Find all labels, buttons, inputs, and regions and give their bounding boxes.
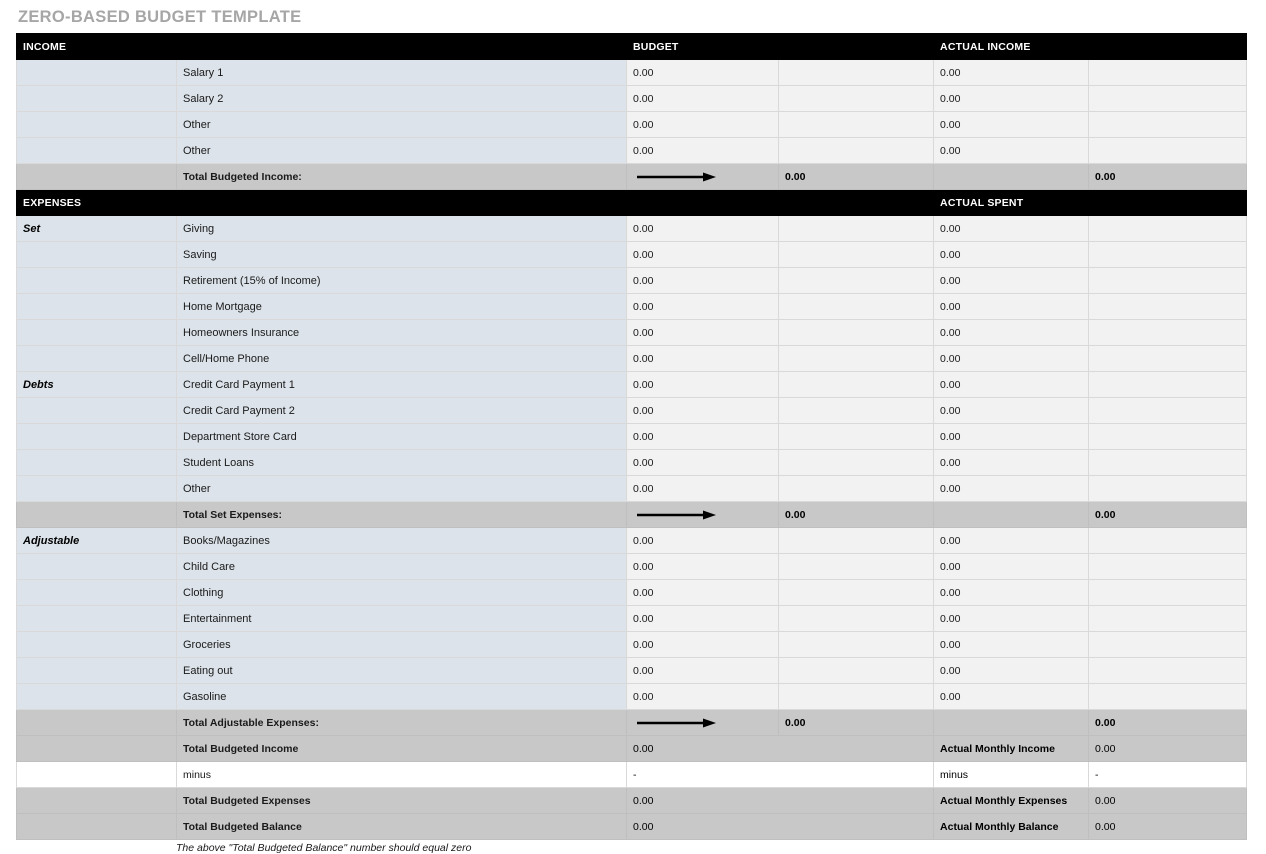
summary-row-budgeted-expenses bbox=[17, 788, 1247, 814]
arrow-cell bbox=[627, 164, 779, 190]
budget-spacer[interactable] bbox=[779, 424, 934, 450]
budget-spacer[interactable] bbox=[779, 242, 934, 268]
table-row bbox=[17, 450, 1247, 476]
actual-spacer[interactable] bbox=[1089, 60, 1247, 86]
actual-spacer[interactable] bbox=[1089, 580, 1247, 606]
actual-value[interactable]: 0.00 bbox=[934, 632, 1089, 658]
actual-spacer[interactable] bbox=[1089, 476, 1247, 502]
category-cell bbox=[17, 554, 177, 580]
total-budget-value: 0.00 bbox=[779, 502, 934, 528]
actual-spacer[interactable] bbox=[1089, 86, 1247, 112]
actual-spacer[interactable] bbox=[1089, 372, 1247, 398]
actual-spacer[interactable] bbox=[1089, 112, 1247, 138]
budget-value[interactable]: 0.00 bbox=[627, 606, 779, 632]
row-label: Child Care bbox=[177, 554, 627, 580]
total-adjustable-expenses-row bbox=[17, 710, 1247, 736]
budget-spacer[interactable] bbox=[779, 450, 934, 476]
row-label: Salary 2 bbox=[177, 86, 627, 112]
actual-value[interactable]: 0.00 bbox=[934, 86, 1089, 112]
category-cell bbox=[17, 346, 177, 372]
budget-spacer[interactable] bbox=[779, 398, 934, 424]
table-row bbox=[17, 320, 1247, 346]
budget-value[interactable]: 0.00 bbox=[627, 346, 779, 372]
budget-spacer[interactable] bbox=[779, 216, 934, 242]
actual-value[interactable]: 0.00 bbox=[934, 242, 1089, 268]
budget-value[interactable]: 0.00 bbox=[627, 554, 779, 580]
table-row bbox=[17, 580, 1247, 606]
total-label: Total Set Expenses: bbox=[177, 502, 627, 528]
summary-right-value: 0.00 bbox=[1089, 736, 1247, 762]
summary-right-label: Actual Monthly Balance bbox=[934, 814, 1089, 840]
budget-spacer[interactable] bbox=[779, 320, 934, 346]
total-actual-value: 0.00 bbox=[1089, 164, 1247, 190]
actual-value[interactable]: 0.00 bbox=[934, 398, 1089, 424]
budget-spacer[interactable] bbox=[779, 268, 934, 294]
table-row bbox=[17, 112, 1247, 138]
actual-value[interactable]: 0.00 bbox=[934, 372, 1089, 398]
budget-spacer[interactable] bbox=[779, 528, 934, 554]
row-label: Gasoline bbox=[177, 684, 627, 710]
table-row bbox=[17, 60, 1247, 86]
row-label: Cell/Home Phone bbox=[177, 346, 627, 372]
category-cell bbox=[17, 320, 177, 346]
actual-spacer[interactable] bbox=[1089, 398, 1247, 424]
summary-left-value: - bbox=[627, 762, 934, 788]
arrow-cell bbox=[627, 502, 779, 528]
actual-value[interactable]: 0.00 bbox=[934, 268, 1089, 294]
summary-left-value: 0.00 bbox=[627, 814, 934, 840]
budget-value[interactable]: 0.00 bbox=[627, 372, 779, 398]
row-label: Clothing bbox=[177, 580, 627, 606]
category-cell bbox=[17, 814, 177, 840]
actual-spacer[interactable] bbox=[1089, 294, 1247, 320]
category-cell bbox=[17, 164, 177, 190]
table-row bbox=[17, 242, 1247, 268]
table-row bbox=[17, 216, 1247, 242]
expenses-header-label: EXPENSES bbox=[17, 190, 934, 216]
category-cell bbox=[17, 60, 177, 86]
summary-row-budgeted-income bbox=[17, 736, 1247, 762]
category-cell bbox=[17, 788, 177, 814]
row-label: Other bbox=[177, 138, 627, 164]
table-row bbox=[17, 424, 1247, 450]
budget-value[interactable]: 0.00 bbox=[627, 658, 779, 684]
category-cell bbox=[17, 294, 177, 320]
row-label: Books/Magazines bbox=[177, 528, 627, 554]
actual-value[interactable]: 0.00 bbox=[934, 346, 1089, 372]
budget-spacer[interactable] bbox=[779, 112, 934, 138]
budget-value[interactable]: 0.00 bbox=[627, 528, 779, 554]
budget-spacer[interactable] bbox=[779, 632, 934, 658]
actual-value[interactable]: 0.00 bbox=[934, 216, 1089, 242]
arrow-right-icon bbox=[633, 718, 772, 728]
budget-value[interactable]: 0.00 bbox=[627, 580, 779, 606]
actual-spacer[interactable] bbox=[1089, 684, 1247, 710]
budget-value[interactable]: 0.00 bbox=[627, 112, 779, 138]
budget-table bbox=[16, 33, 1247, 840]
arrow-right-icon bbox=[633, 510, 772, 520]
budget-value[interactable]: 0.00 bbox=[627, 268, 779, 294]
table-row bbox=[17, 398, 1247, 424]
budget-value[interactable]: 0.00 bbox=[627, 684, 779, 710]
budget-spacer[interactable] bbox=[779, 476, 934, 502]
total-budgeted-income-row bbox=[17, 164, 1247, 190]
actual-spacer[interactable] bbox=[1089, 216, 1247, 242]
row-label: Groceries bbox=[177, 632, 627, 658]
total-label: Total Adjustable Expenses: bbox=[177, 710, 627, 736]
total-budget-value: 0.00 bbox=[779, 710, 934, 736]
actual-spacer[interactable] bbox=[1089, 138, 1247, 164]
row-label: Entertainment bbox=[177, 606, 627, 632]
total-actual-value: 0.00 bbox=[1089, 710, 1247, 736]
category-debts: Debts bbox=[17, 372, 177, 398]
category-cell bbox=[17, 736, 177, 762]
actual-value[interactable]: 0.00 bbox=[934, 294, 1089, 320]
summary-left-label: Total Budgeted Expenses bbox=[177, 788, 627, 814]
budget-header-label: BUDGET bbox=[627, 34, 934, 60]
actual-spacer[interactable] bbox=[1089, 268, 1247, 294]
summary-right-value: 0.00 bbox=[1089, 814, 1247, 840]
budget-value[interactable]: 0.00 bbox=[627, 216, 779, 242]
table-row bbox=[17, 268, 1247, 294]
actual-value[interactable]: 0.00 bbox=[934, 580, 1089, 606]
budget-value[interactable]: 0.00 bbox=[627, 398, 779, 424]
actual-value[interactable]: 0.00 bbox=[934, 112, 1089, 138]
expenses-header-row bbox=[17, 190, 1247, 216]
actual-value[interactable]: 0.00 bbox=[934, 684, 1089, 710]
row-label: Eating out bbox=[177, 658, 627, 684]
summary-right-label: minus bbox=[934, 762, 1089, 788]
summary-left-value: 0.00 bbox=[627, 788, 934, 814]
category-cell bbox=[17, 476, 177, 502]
budget-spacer[interactable] bbox=[779, 580, 934, 606]
actual-spacer[interactable] bbox=[1089, 320, 1247, 346]
page-title: ZERO-BASED BUDGET TEMPLATE bbox=[18, 8, 302, 26]
arrow-right-icon bbox=[633, 172, 772, 182]
budget-spacer[interactable] bbox=[779, 554, 934, 580]
category-cell bbox=[17, 138, 177, 164]
actual-spacer[interactable] bbox=[1089, 424, 1247, 450]
row-label: Saving bbox=[177, 242, 627, 268]
table-row bbox=[17, 554, 1247, 580]
total-actual-value: 0.00 bbox=[1089, 502, 1247, 528]
budget-spacer[interactable] bbox=[779, 684, 934, 710]
actual-spacer[interactable] bbox=[1089, 606, 1247, 632]
actual-value[interactable]: 0.00 bbox=[934, 528, 1089, 554]
table-row bbox=[17, 606, 1247, 632]
category-cell bbox=[17, 424, 177, 450]
budget-spacer[interactable] bbox=[779, 346, 934, 372]
category-cell bbox=[17, 398, 177, 424]
summary-left-value: 0.00 bbox=[627, 736, 934, 762]
arrow-cell bbox=[627, 710, 779, 736]
budget-value[interactable]: 0.00 bbox=[627, 294, 779, 320]
actual-value[interactable]: 0.00 bbox=[934, 658, 1089, 684]
row-label: Credit Card Payment 1 bbox=[177, 372, 627, 398]
income-header-row bbox=[17, 34, 1247, 60]
total-actual-spacer bbox=[934, 710, 1089, 736]
budget-spacer[interactable] bbox=[779, 294, 934, 320]
category-cell bbox=[17, 762, 177, 788]
actual-value[interactable]: 0.00 bbox=[934, 606, 1089, 632]
actual-spacer[interactable] bbox=[1089, 658, 1247, 684]
budget-spacer[interactable] bbox=[779, 606, 934, 632]
budget-value[interactable]: 0.00 bbox=[627, 138, 779, 164]
actual-spacer[interactable] bbox=[1089, 346, 1247, 372]
row-label: Credit Card Payment 2 bbox=[177, 398, 627, 424]
category-cell bbox=[17, 606, 177, 632]
summary-row-budgeted-balance bbox=[17, 814, 1247, 840]
budget-spacer[interactable] bbox=[779, 658, 934, 684]
category-cell bbox=[17, 86, 177, 112]
actual-spacer[interactable] bbox=[1089, 242, 1247, 268]
actual-value[interactable]: 0.00 bbox=[934, 60, 1089, 86]
table-row bbox=[17, 476, 1247, 502]
budget-value[interactable]: 0.00 bbox=[627, 424, 779, 450]
actual-spacer[interactable] bbox=[1089, 450, 1247, 476]
summary-row-minus bbox=[17, 762, 1247, 788]
row-label: Salary 1 bbox=[177, 60, 627, 86]
table-row bbox=[17, 294, 1247, 320]
actual-value[interactable]: 0.00 bbox=[934, 320, 1089, 346]
table-row bbox=[17, 528, 1247, 554]
table-row bbox=[17, 658, 1247, 684]
row-label: Student Loans bbox=[177, 450, 627, 476]
actual-spent-header-label: ACTUAL SPENT bbox=[934, 190, 1247, 216]
actual-spacer[interactable] bbox=[1089, 632, 1247, 658]
total-budget-value: 0.00 bbox=[779, 164, 934, 190]
actual-spacer[interactable] bbox=[1089, 528, 1247, 554]
actual-income-header-label: ACTUAL INCOME bbox=[934, 34, 1247, 60]
category-cell bbox=[17, 658, 177, 684]
summary-right-label: Actual Monthly Income bbox=[934, 736, 1089, 762]
category-set: Set bbox=[17, 216, 177, 242]
category-cell bbox=[17, 268, 177, 294]
row-label: Other bbox=[177, 476, 627, 502]
budget-value[interactable]: 0.00 bbox=[627, 86, 779, 112]
budget-spacer[interactable] bbox=[779, 138, 934, 164]
row-label: Home Mortgage bbox=[177, 294, 627, 320]
total-label: Total Budgeted Income: bbox=[177, 164, 627, 190]
footnote: The above "Total Budgeted Balance" number should equal zero bbox=[176, 842, 472, 854]
category-cell bbox=[17, 112, 177, 138]
budget-spacer[interactable] bbox=[779, 372, 934, 398]
summary-left-label: minus bbox=[177, 762, 627, 788]
income-header-label: INCOME bbox=[17, 34, 627, 60]
actual-spacer[interactable] bbox=[1089, 554, 1247, 580]
category-cell bbox=[17, 242, 177, 268]
summary-right-value: - bbox=[1089, 762, 1247, 788]
table-row bbox=[17, 86, 1247, 112]
row-label: Homeowners Insurance bbox=[177, 320, 627, 346]
table-row bbox=[17, 346, 1247, 372]
category-cell bbox=[17, 502, 177, 528]
total-actual-spacer bbox=[934, 502, 1089, 528]
summary-right-label: Actual Monthly Expenses bbox=[934, 788, 1089, 814]
table-row bbox=[17, 632, 1247, 658]
category-cell bbox=[17, 580, 177, 606]
row-label: Department Store Card bbox=[177, 424, 627, 450]
budget-spacer[interactable] bbox=[779, 86, 934, 112]
budget-value[interactable]: 0.00 bbox=[627, 320, 779, 346]
budget-value[interactable]: 0.00 bbox=[627, 450, 779, 476]
summary-right-value: 0.00 bbox=[1089, 788, 1247, 814]
category-cell bbox=[17, 632, 177, 658]
budget-value[interactable]: 0.00 bbox=[627, 476, 779, 502]
total-actual-spacer bbox=[934, 164, 1089, 190]
row-label: Other bbox=[177, 112, 627, 138]
category-cell bbox=[17, 710, 177, 736]
table-row bbox=[17, 684, 1247, 710]
total-set-expenses-row bbox=[17, 502, 1247, 528]
table-row bbox=[17, 138, 1247, 164]
actual-value[interactable]: 0.00 bbox=[934, 450, 1089, 476]
row-label: Giving bbox=[177, 216, 627, 242]
summary-left-label: Total Budgeted Income bbox=[177, 736, 627, 762]
actual-value[interactable]: 0.00 bbox=[934, 138, 1089, 164]
category-cell bbox=[17, 684, 177, 710]
budget-value[interactable]: 0.00 bbox=[627, 632, 779, 658]
actual-value[interactable]: 0.00 bbox=[934, 476, 1089, 502]
row-label: Retirement (15% of Income) bbox=[177, 268, 627, 294]
budget-value[interactable]: 0.00 bbox=[627, 242, 779, 268]
actual-value[interactable]: 0.00 bbox=[934, 424, 1089, 450]
table-row bbox=[17, 372, 1247, 398]
actual-value[interactable]: 0.00 bbox=[934, 554, 1089, 580]
category-cell bbox=[17, 450, 177, 476]
summary-left-label: Total Budgeted Balance bbox=[177, 814, 627, 840]
budget-spacer[interactable] bbox=[779, 60, 934, 86]
budget-value[interactable]: 0.00 bbox=[627, 60, 779, 86]
category-adjustable: Adjustable bbox=[17, 528, 177, 554]
